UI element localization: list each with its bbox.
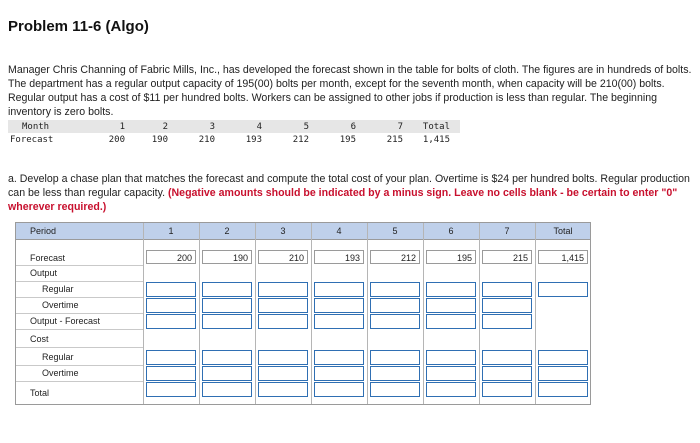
row-label-forecast: Forecast bbox=[30, 253, 66, 263]
forecast-summary-table bbox=[8, 120, 460, 146]
cost-total-input-total[interactable] bbox=[538, 382, 588, 397]
forecast-value-7: 215 bbox=[482, 250, 532, 264]
row-label-output: Output bbox=[30, 268, 58, 278]
forecast-value-total: 1,415 bbox=[538, 250, 588, 264]
forecast-label: Forecast bbox=[10, 134, 54, 145]
output-regular-input-2[interactable] bbox=[202, 282, 252, 297]
month-row bbox=[8, 120, 460, 133]
cost-regular-input-total[interactable] bbox=[538, 350, 588, 365]
column-divider bbox=[255, 223, 256, 404]
output-regular-input-5[interactable] bbox=[370, 282, 420, 297]
month-cell: 7 bbox=[356, 120, 403, 133]
period-column-header-4: 4 bbox=[336, 226, 342, 236]
output-minus-forecast-input-2[interactable] bbox=[202, 314, 252, 329]
period-column-header-1: 1 bbox=[168, 226, 174, 236]
question-text bbox=[8, 172, 692, 214]
month-cell: 1 bbox=[78, 120, 125, 133]
cost-total-input-3[interactable] bbox=[258, 382, 308, 397]
forecast-cell: 193 bbox=[245, 134, 262, 145]
cost-overtime-input-2[interactable] bbox=[202, 366, 252, 381]
chase-plan-grid bbox=[15, 222, 591, 405]
cost-total-input-2[interactable] bbox=[202, 382, 252, 397]
forecast-cell: 212 bbox=[292, 134, 309, 145]
output-overtime-input-7[interactable] bbox=[482, 298, 532, 313]
column-divider bbox=[311, 223, 312, 404]
problem-title: Problem 11-6 (Algo) bbox=[8, 18, 149, 35]
cost-total-input-7[interactable] bbox=[482, 382, 532, 397]
output-overtime-input-4[interactable] bbox=[314, 298, 364, 313]
forecast-cell: 200 bbox=[108, 134, 125, 145]
output-overtime-input-6[interactable] bbox=[426, 298, 476, 313]
row-label-regular: Regular bbox=[42, 284, 74, 294]
cost-regular-input-5[interactable] bbox=[370, 350, 420, 365]
warning-blank: Leave no cells blank - be certain to enter "0" wherever required.) bbox=[8, 187, 678, 213]
row-divider bbox=[16, 329, 143, 330]
month-cell: 6 bbox=[309, 120, 356, 133]
forecast-cell: 195 bbox=[339, 134, 356, 145]
row-divider bbox=[16, 297, 143, 298]
forecast-row bbox=[8, 133, 460, 146]
output-minus-forecast-input-5[interactable] bbox=[370, 314, 420, 329]
forecast-cell: 215 bbox=[386, 134, 403, 145]
output-regular-input-3[interactable] bbox=[258, 282, 308, 297]
forecast-value-1: 200 bbox=[146, 250, 196, 264]
row-divider bbox=[16, 381, 143, 382]
cost-regular-input-4[interactable] bbox=[314, 350, 364, 365]
cost-overtime-input-3[interactable] bbox=[258, 366, 308, 381]
month-cell: 3 bbox=[168, 120, 215, 133]
cost-total-input-5[interactable] bbox=[370, 382, 420, 397]
output-minus-forecast-input-7[interactable] bbox=[482, 314, 532, 329]
cost-regular-input-3[interactable] bbox=[258, 350, 308, 365]
total-label: Total bbox=[403, 120, 460, 133]
row-divider bbox=[16, 365, 143, 366]
output-minus-forecast-input-1[interactable] bbox=[146, 314, 196, 329]
forecast-value-5: 212 bbox=[370, 250, 420, 264]
forecast-value-6: 195 bbox=[426, 250, 476, 264]
cost-total-input-4[interactable] bbox=[314, 382, 364, 397]
output-overtime-input-3[interactable] bbox=[258, 298, 308, 313]
cost-regular-input-2[interactable] bbox=[202, 350, 252, 365]
forecast-value-3: 210 bbox=[258, 250, 308, 264]
column-divider bbox=[143, 223, 144, 404]
row-label-cost: Cost bbox=[30, 334, 49, 344]
forecast-value-4: 193 bbox=[314, 250, 364, 264]
output-regular-input-6[interactable] bbox=[426, 282, 476, 297]
output-overtime-input-5[interactable] bbox=[370, 298, 420, 313]
cost-total-input-1[interactable] bbox=[146, 382, 196, 397]
period-header: Period bbox=[30, 226, 57, 236]
row-divider bbox=[16, 281, 143, 282]
warning-negative: (Negative amounts should be indicated by a minus sign. bbox=[168, 187, 452, 199]
period-column-header-6: 6 bbox=[448, 226, 454, 236]
period-column-header-2: 2 bbox=[224, 226, 230, 236]
month-cell: 2 bbox=[125, 120, 168, 133]
cost-overtime-input-4[interactable] bbox=[314, 366, 364, 381]
column-divider bbox=[199, 223, 200, 404]
row-label-cost-regular: Regular bbox=[42, 352, 74, 362]
column-divider bbox=[535, 223, 536, 404]
row-label-cost-overtime: Overtime bbox=[42, 368, 79, 378]
output-minus-forecast-input-6[interactable] bbox=[426, 314, 476, 329]
row-divider bbox=[16, 347, 143, 348]
column-divider bbox=[479, 223, 480, 404]
forecast-cell: 190 bbox=[151, 134, 168, 145]
cost-overtime-input-6[interactable] bbox=[426, 366, 476, 381]
row-label-output-minus-forecast: Output - Forecast bbox=[30, 316, 101, 326]
cost-overtime-input-7[interactable] bbox=[482, 366, 532, 381]
output-minus-forecast-input-3[interactable] bbox=[258, 314, 308, 329]
output-regular-input-1[interactable] bbox=[146, 282, 196, 297]
output-overtime-input-2[interactable] bbox=[202, 298, 252, 313]
output-regular-input-7[interactable] bbox=[482, 282, 532, 297]
question-body: a. Develop a chase plan that matches the forecast and compute the total cost of your plan. Overtime is $24 per hundred bolts. Regular production can be less than regular capacity. bbox=[8, 173, 690, 199]
output-minus-forecast-input-4[interactable] bbox=[314, 314, 364, 329]
row-label-overtime: Overtime bbox=[42, 300, 79, 310]
period-column-header-7: 7 bbox=[504, 226, 510, 236]
cost-regular-input-1[interactable] bbox=[146, 350, 196, 365]
cost-overtime-input-1[interactable] bbox=[146, 366, 196, 381]
column-divider bbox=[423, 223, 424, 404]
column-divider bbox=[367, 223, 368, 404]
month-cell: 5 bbox=[262, 120, 309, 133]
period-column-header-5: 5 bbox=[392, 226, 398, 236]
month-label: Month bbox=[8, 120, 78, 133]
cost-overtime-input-5[interactable] bbox=[370, 366, 420, 381]
output-regular-input-total[interactable] bbox=[538, 282, 588, 297]
cost-overtime-input-total[interactable] bbox=[538, 366, 588, 381]
problem-statement: Manager Chris Channing of Fabric Mills, Inc., has developed the forecast shown in the table for bolts of cloth. The figures are in hundreds of bolts. The department has a regular output capacity of 195(00) bolts per month, except for the seventh month, when capacity will be 210(00) bolts. Regular output has a cost of $11 per hundred bolts. Workers can be assigned to other jobs if production is less than regular. The beginning inventory is zero bolts. bbox=[8, 64, 692, 118]
forecast-cell: 210 bbox=[198, 134, 215, 145]
output-overtime-input-1[interactable] bbox=[146, 298, 196, 313]
month-cell: 4 bbox=[215, 120, 262, 133]
period-column-header-total: Total bbox=[553, 226, 573, 236]
output-regular-input-4[interactable] bbox=[314, 282, 364, 297]
grid-header-row bbox=[16, 223, 590, 240]
forecast-total: 1,415 bbox=[422, 134, 450, 145]
cost-total-input-6[interactable] bbox=[426, 382, 476, 397]
cost-regular-input-7[interactable] bbox=[482, 350, 532, 365]
period-column-header-3: 3 bbox=[280, 226, 286, 236]
row-label-total: Total bbox=[30, 388, 50, 398]
cost-regular-input-6[interactable] bbox=[426, 350, 476, 365]
forecast-value-2: 190 bbox=[202, 250, 252, 264]
